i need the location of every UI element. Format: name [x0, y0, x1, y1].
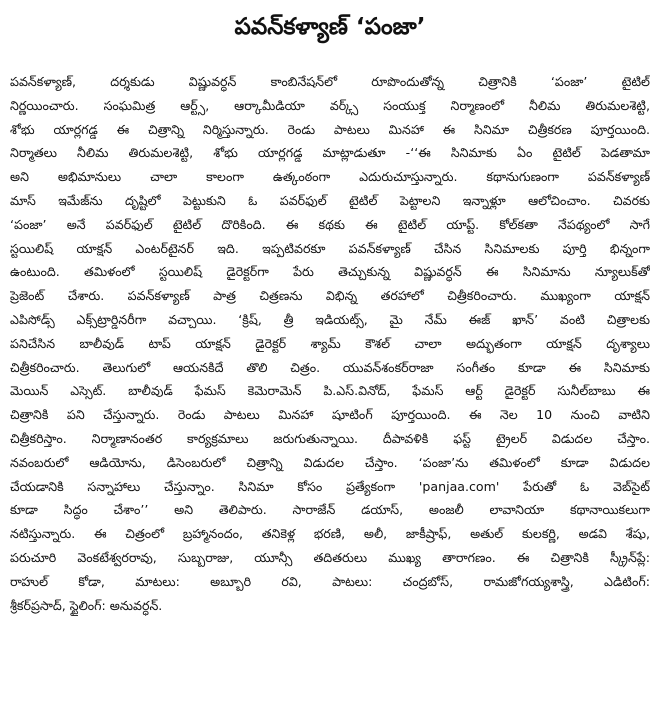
article-line: అని అభిమానులు చాలా కాలంగా ఉత్కంఠంగా ఎదురుచూస్తున్నారు. కథానుగుణంగా పవన్‌కళ్యాణ్‌: [10, 169, 650, 185]
article-line: శ్రీకర్‌ప్రసాద్‌, స్టైలింగ్‌: అనువర్ధన్‌.: [10, 597, 163, 613]
article-line: ఎపిసోడ్స్‌ ఎక్స్‌ట్రార్డినరీగా వచ్చాయి. ‘క్రిష్‌, త్రీ ఇడియట్స్‌, మై నేమ్‌ ఈజ్‌ ఖాన్‌’ వంటి చిత్రాలకు: [10, 311, 650, 327]
article-line: నిర్ణయించారు. సంఘమిత్ర ఆర్ట్స్‌, ఆర్కామీడియా వర్క్స్‌ సంయుక్త నిర్మాణంలో నీలిమ తిరుమలశెట్టి,: [10, 97, 650, 113]
article-body: [10, 70, 650, 617]
article-line: పనిచేసిన బాలీవుడ్‌ టాప్‌ యాక్షన్‌ డైరెక్టర్‌ శ్యామ్‌ కౌశల్‌ చాలా అద్భుతంగా యాక్షన్‌ దృశ్యాలు: [10, 335, 650, 351]
article-line: స్టయిలిష్‌ యాక్షన్‌ ఎంటర్‌టైనర్‌ ఇది. ఇప్పటివరకూ పవన్‌కళ్యాణ్‌ చేసిన సినిమాలకు పూర్తి భిన్నంగా: [10, 240, 650, 256]
article-line: చిత్రానికి పని చేస్తున్నారు. రెండు పాటలు మినహా షూటింగ్‌ పూర్తయింది. ఈ నెల 10 నుంచి వాటిని: [10, 407, 650, 423]
article-line: చిత్రీకరిస్తాం. నిర్మాణానంతర కార్యక్రమాలు జరుగుతున్నాయి. దీపావళికి ఫస్ట్‌ ట్రైలర్‌ విడుదల చేస్తాం.: [10, 430, 650, 446]
article-line: ఉంటుంది. తమిళంలో స్టయిలిష్‌ డైరెక్టర్‌గా పేరు తెచ్చుకున్న విష్ణువర్ధన్‌ ఈ సినిమాను న్యూలుక్‌తో: [10, 264, 650, 280]
article-line: రాహుల్‌ కోడా, మాటలు: అబ్బూరి రవి, పాటలు: చంద్రబోస్‌, రామజోగయ్యశాస్త్రి, ఎడిటింగ్‌:: [10, 573, 650, 589]
article-line: పరుచూరి వెంకటేశ్వరరావు, సుబ్బరాజు, యూన్సీ తదితరులు ముఖ్య తారాగణం. ఈ చిత్రానికి స్క్రీన్‌ప్లే:: [10, 549, 650, 565]
article-line: నటిస్తున్నారు. ఈ చిత్రంలో బ్రహ్మానందం, తనికెళ్ల భరణి, అలీ, జాకీష్రాఫ్‌, అతుల్‌ కులకర్ణి, అడవి శేషు,: [10, 526, 650, 542]
article-line: చేయడానికి సన్నాహాలు చేస్తున్నాం. సినిమా కోసం ప్రత్యేకంగా 'panjaa.com' పేరుతో ఓ వెబ్‌సైట్‌: [10, 478, 650, 494]
article-line: పవన్‌కళ్యాణ్‌, దర్శకుడు విష్ణువర్ధన్‌ కాంబినేషన్‌లో రూపొందుతోన్న చిత్రానికి ‘పంజా’ టైటిల్‌: [10, 74, 650, 89]
article-line: మాస్‌ ఇమేజ్‌ను దృష్టిలో పెట్టుకుని ఓ పవర్‌ఫుల్‌ టైటిల్‌ పెట్టాలని ఇన్నాళ్లూ ఆలోచించాం. చివరకు: [10, 192, 650, 208]
article-line: కూడా సిద్ధం చేశాం’’ అని తెలిపారు. సారాజేన్‌ డయాస్‌, అంజలీ లావానియా కథానాయికలుగా: [10, 502, 650, 518]
article-line: శోభు యార్లగడ్డ ఈ చిత్రాన్ని నిర్మిస్తున్నారు. రెండు పాటలు మినహా ఈ సినిమా చిత్రీకరణ పూర్తయింది.: [10, 121, 650, 137]
article-line: నవంబరులో ఆడియోను, డిసెంబరులో చిత్రాన్ని విడుదల చేస్తాం. ‘పంజా’ను తమిళంలో కూడా విడుదల: [10, 454, 650, 470]
article-line: చిత్రీకరించారు. తెలుగులో ఆయనకిదే తొలి చిత్రం. యువన్‌శంకర్‌రాజా సంగీతం కూడా ఈ సినిమాకు: [10, 359, 650, 375]
article-line: మెయిన్‌ ఎస్సెట్‌. బాలీవుడ్‌ ఫేమస్‌ కెమెరామెన్‌ పి.ఎస్‌.వినోద్‌, ఫేమస్‌ ఆర్ట్‌ డైరెక్టర్‌ సునీల్‌బాబు ఈ: [10, 383, 650, 399]
article-title: పవన్‌కళ్యాణ్‌ ‘పంజా’: [234, 14, 426, 40]
article-line: ‘పంజా’ అనే పవర్‌ఫుల్‌ టైటిల్‌ దొరికింది. ఈ కథకు ఈ టైటిల్‌ యాప్ట్‌. కోల్‌కతా నేపథ్యంలో సాగే: [10, 216, 650, 232]
article-line: ప్రెజెంట్‌ చేశారు. పవన్‌కళ్యాణ్‌ పాత్ర చిత్రణను విభిన్న తరహాలో చిత్రీకరించారు. ముఖ్యంగా యాక్షన్‌: [10, 288, 650, 304]
article-line: నిర్మాతలు నీలిమ తిరుమలశెట్టి, శోభు యార్లగడ్డ మాట్లాడుతూ -‘‘ఈ సినిమాకు ఏం టైటిల్‌ పెడతామా: [10, 145, 650, 161]
